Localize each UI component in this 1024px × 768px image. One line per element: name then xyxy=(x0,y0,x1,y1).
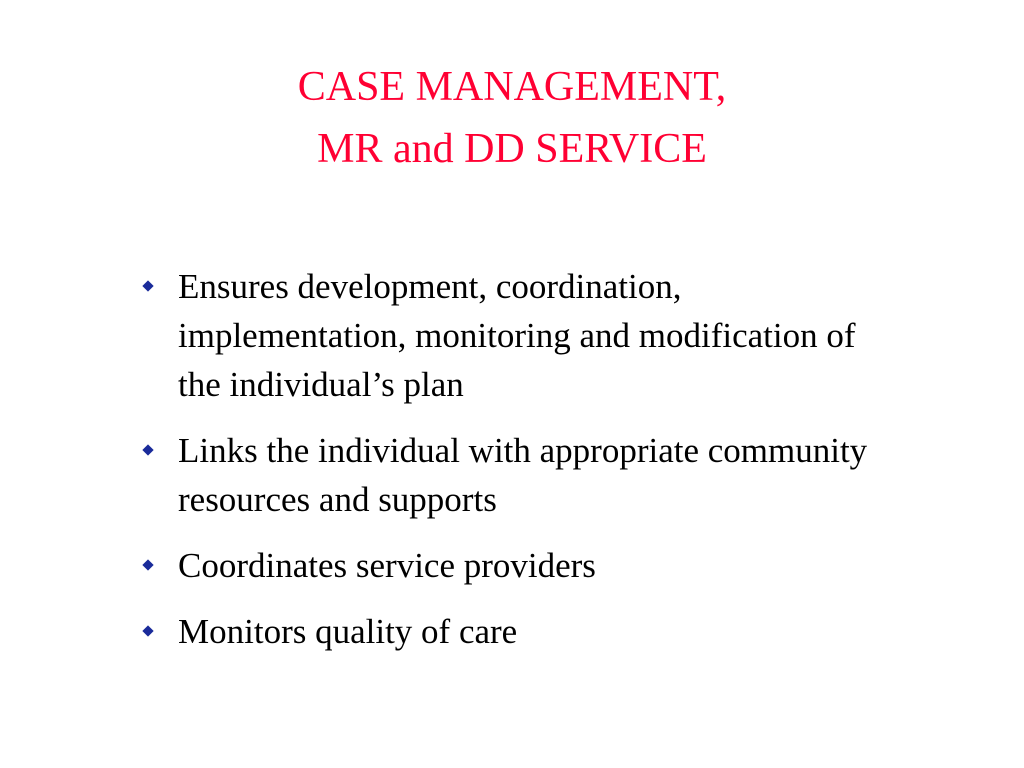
diamond-bullet-icon xyxy=(142,444,153,455)
diamond-bullet-icon xyxy=(142,280,153,291)
bullet-item-plan xyxy=(140,262,880,409)
bullet-item-coordinates xyxy=(140,541,880,590)
title-line-2: MR and DD SERVICE xyxy=(317,126,707,172)
bullet-item-monitors xyxy=(140,607,880,656)
title-line-1: CASE MANAGEMENT, xyxy=(297,64,727,110)
diamond-bullet-icon xyxy=(142,625,153,636)
bullet-text: Links the individual with appropriate community resources and supports xyxy=(178,431,868,519)
bullet-item-links xyxy=(140,426,880,524)
bullet-text: Ensures development, coordination, implementation, monitoring and modification of the individual’s plan xyxy=(178,267,856,404)
slide-title xyxy=(0,56,1024,180)
bullet-list xyxy=(140,262,880,673)
bullet-text: Monitors quality of care xyxy=(178,612,518,651)
bullet-text: Coordinates service providers xyxy=(178,546,596,585)
diamond-bullet-icon xyxy=(142,559,153,570)
